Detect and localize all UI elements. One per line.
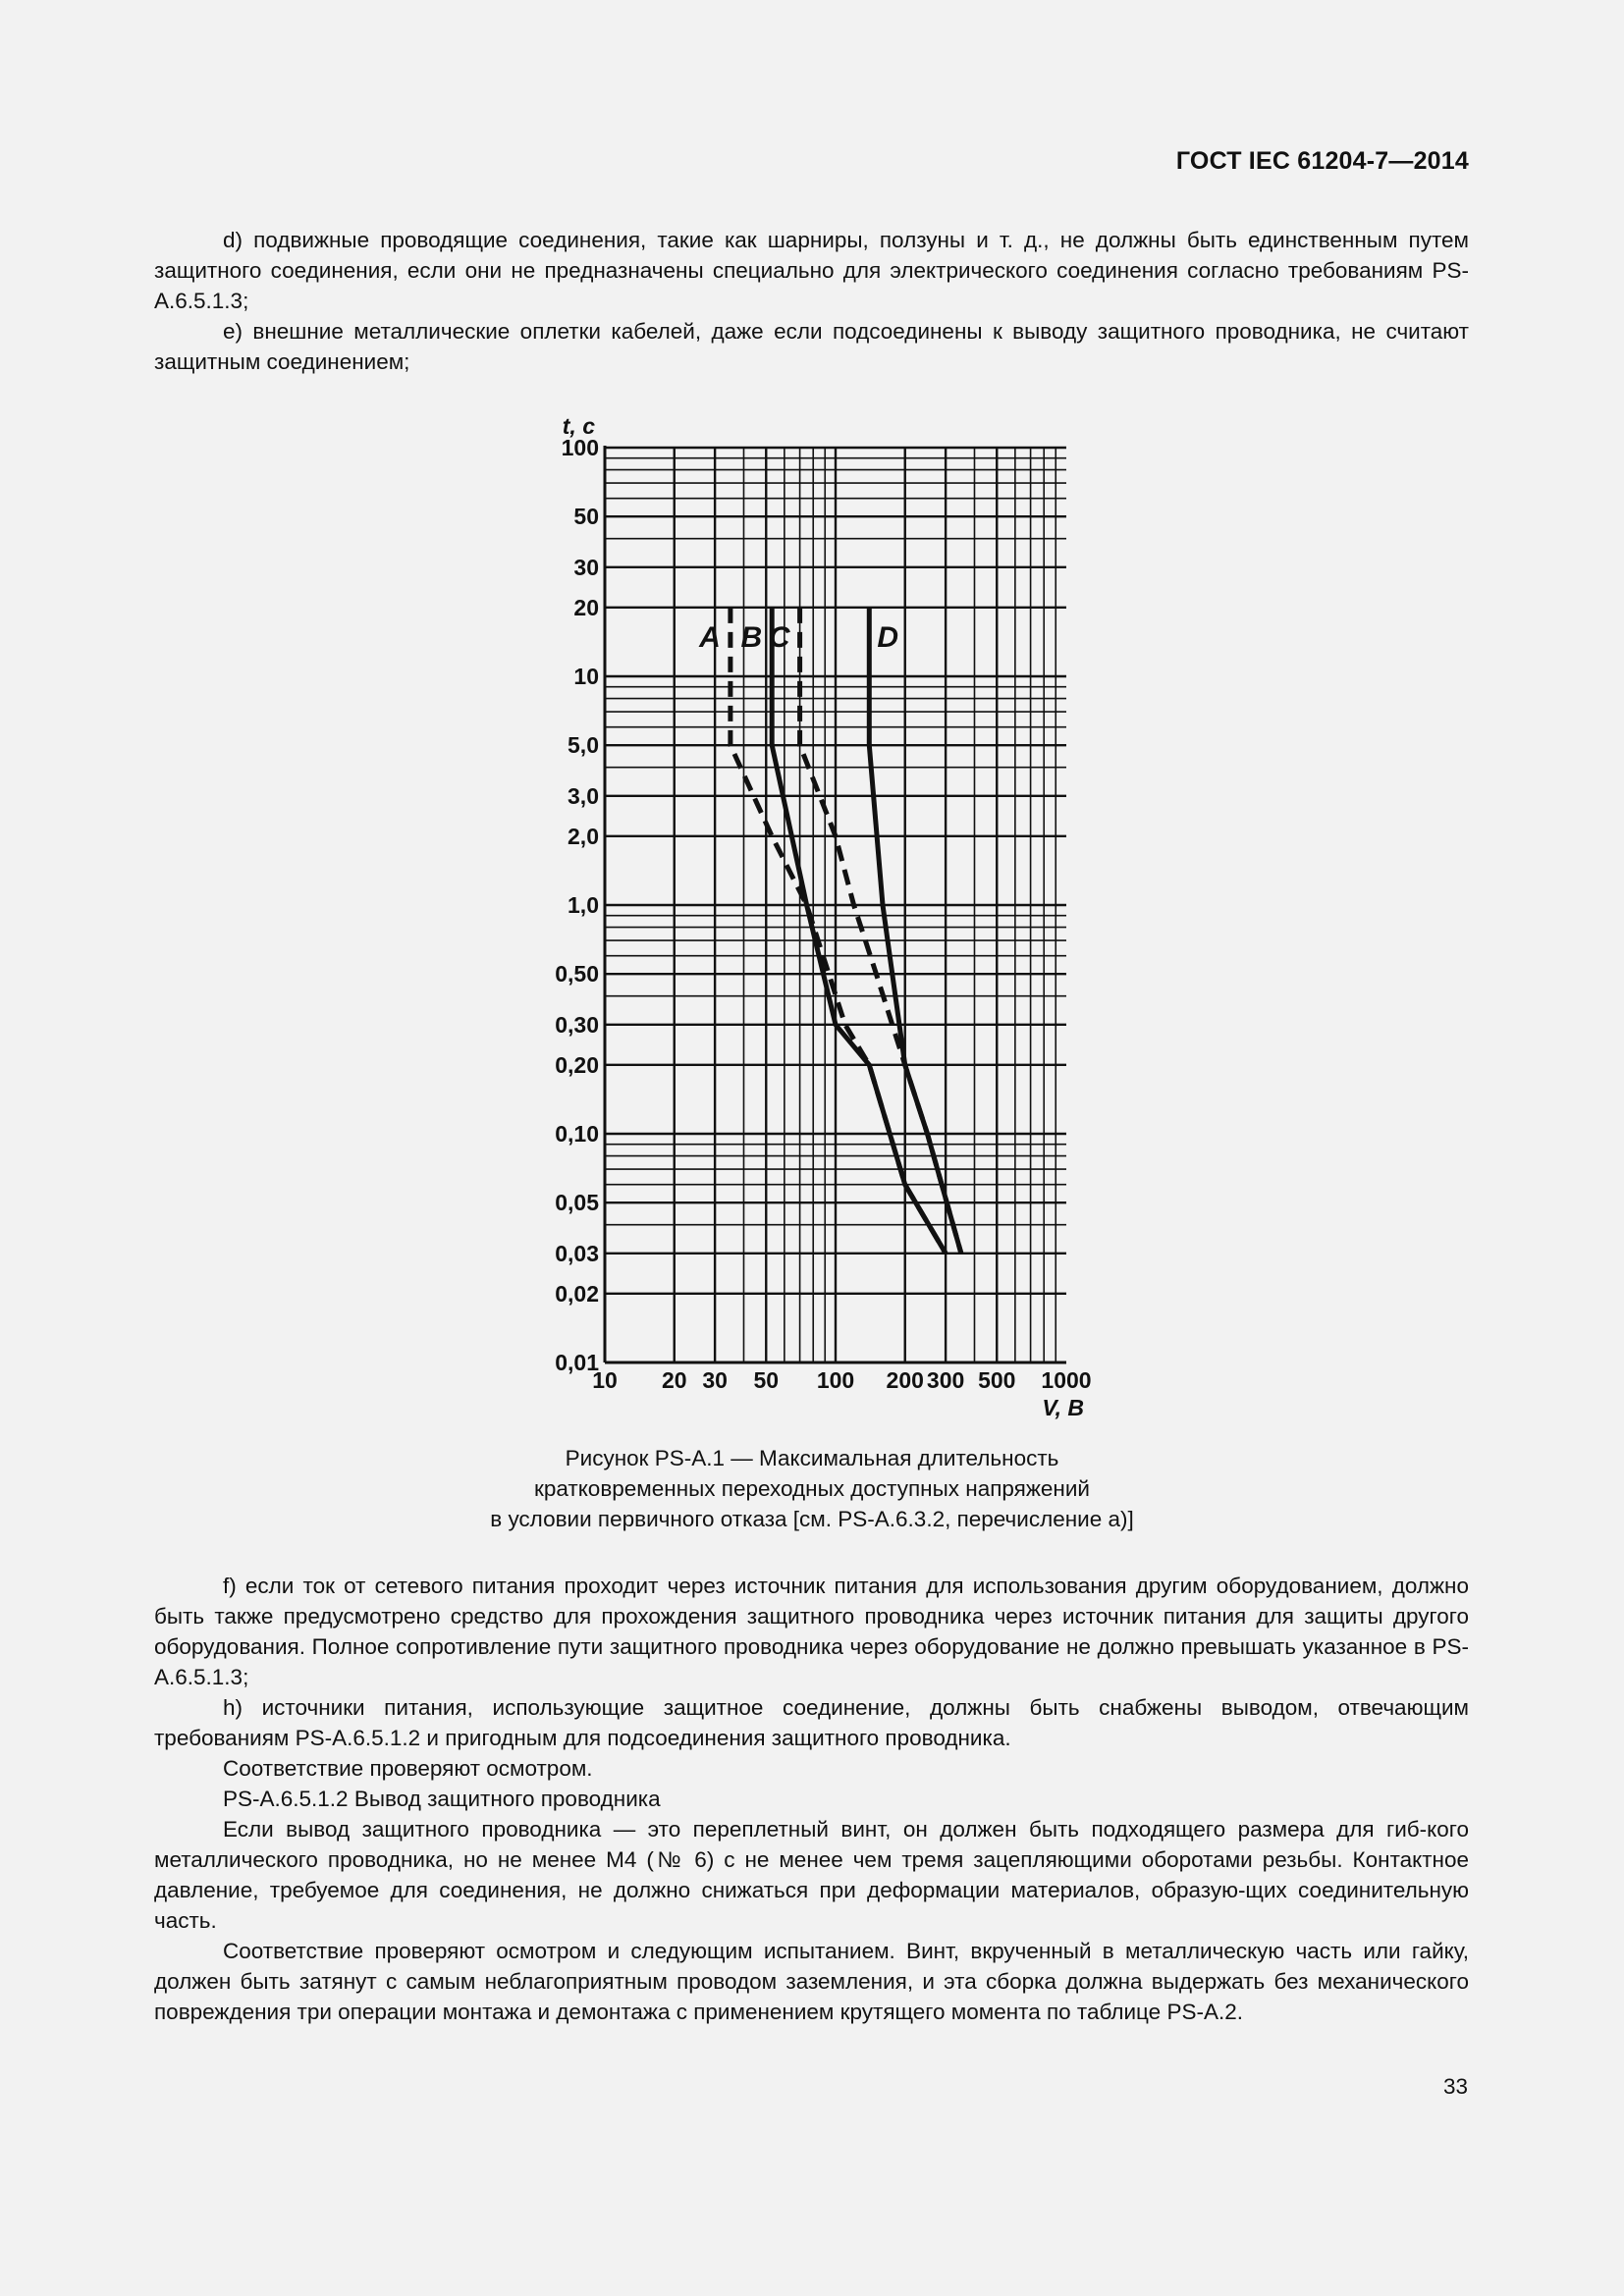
y-tick-label: 2,0 (568, 823, 599, 849)
y-tick-label: 20 (573, 594, 599, 620)
x-tick-label: 30 (702, 1367, 728, 1393)
y-tick-label: 0,30 (555, 1011, 599, 1038)
series-a-label: A (699, 620, 721, 654)
document-header: ГОСТ IEC 61204-7—2014 (1175, 147, 1469, 175)
y-tick-label: 50 (573, 504, 599, 530)
x-tick-label: 1000 (1041, 1367, 1092, 1393)
paragraph-h: h) источники питания, использующие защитное соединение, должны быть снабжены выводом, отвечающим требованиям PS-A.6.5.1.2 и пригодным для подсоединения защитного проводника. (154, 1695, 1469, 1750)
x-tick-label: 10 (592, 1367, 618, 1393)
voltage-time-chart (511, 400, 1119, 1431)
y-tick-label: 0,05 (555, 1190, 599, 1216)
y-axis-label: t, с (562, 413, 595, 439)
page-number: 33 (1442, 2074, 1468, 2099)
x-tick-label: 50 (753, 1367, 780, 1393)
caption-line-2: кратковременных переходных доступных напряжений (534, 1476, 1090, 1501)
x-tick-label: 500 (978, 1367, 1016, 1393)
paragraph-compliance: Соответствие проверяют осмотром. (223, 1756, 593, 1781)
y-tick-label: 1,0 (568, 892, 599, 918)
x-tick-label: 200 (886, 1367, 924, 1393)
x-tick-label: 100 (816, 1367, 855, 1393)
y-tick-label: 10 (573, 664, 599, 689)
top-text (154, 225, 1469, 377)
x-tick-label: 300 (926, 1367, 965, 1393)
y-tick-label: 0,01 (555, 1350, 599, 1375)
figure-caption (295, 1443, 1329, 1534)
x-axis-label: V, В (1042, 1395, 1084, 1420)
y-tick-label: 30 (573, 554, 599, 580)
y-tick-label: 5,0 (568, 732, 599, 759)
y-tick-label: 3,0 (568, 782, 599, 809)
y-tick-label: 0,10 (555, 1121, 599, 1147)
figure-ps-a1 (511, 400, 1119, 1431)
caption-line-3: в условии первичного отказа [см. PS-A.6.3.2, перечисление а)] (490, 1507, 1134, 1531)
bottom-text (154, 1571, 1469, 2027)
y-tick-label: 100 (561, 435, 599, 460)
paragraph-test: Соответствие проверяют осмотром и следующим испытанием. Винт, вкрученный в металлическую часть или гайку, должен быть затянут с самым неблагоприятным проводом заземления, и эта сборка должна выдержать без механического повреждения три операции монтажа и демонтажа с применением крутящего момента по таблице PS-A.2. (154, 1939, 1469, 2024)
caption-line-1: Рисунок PS-A.1 — Максимальная длительность (565, 1446, 1059, 1470)
series-d-label: D (877, 620, 899, 654)
paragraph-e: e) внешние металлические оплетки кабелей, даже если подсоединены к выводу защитного проводника, не считают защитным соединением; (154, 319, 1469, 374)
y-tick-label: 0,02 (555, 1280, 599, 1307)
section-heading: PS-A.6.5.1.2 Вывод защитного проводника (223, 1787, 661, 1811)
y-tick-label: 0,03 (555, 1240, 599, 1266)
y-tick-label: 0,50 (555, 961, 599, 988)
x-tick-label: 20 (661, 1367, 687, 1393)
series-b-label: B (740, 620, 763, 654)
paragraph-f: f) если ток от сетевого питания проходит через источник питания для использования другим оборудованием, должно быть также предусмотрено средство для прохождения защитного проводника через источник питания для защиты другого оборудования. Полное сопротивление пути защитного проводника через оборудование не должно превышать указанное в PS-A.6.5.1.3; (154, 1574, 1469, 1689)
paragraph-screw: Если вывод защитного проводника — это переплетный винт, он должен быть подходящего размера для гиб-кого металлического проводника, но не менее М4 (№ 6) с не менее чем тремя зацепляющими оборотами резьбы. Контактное давление, требуемое для соединения, не должно снижаться при деформации материалов, образую-щих соединительную часть. (154, 1817, 1469, 1933)
series-c-label: C (768, 620, 790, 654)
paragraph-d: d) подвижные проводящие соединения, такие как шарниры, ползуны и т. д., не должны быть единственным путем защитного соединения, если они не предназначены специально для электрического соединения согласно требованиям PS-A.6.5.1.3; (154, 228, 1469, 313)
y-tick-label: 0,20 (555, 1051, 599, 1078)
